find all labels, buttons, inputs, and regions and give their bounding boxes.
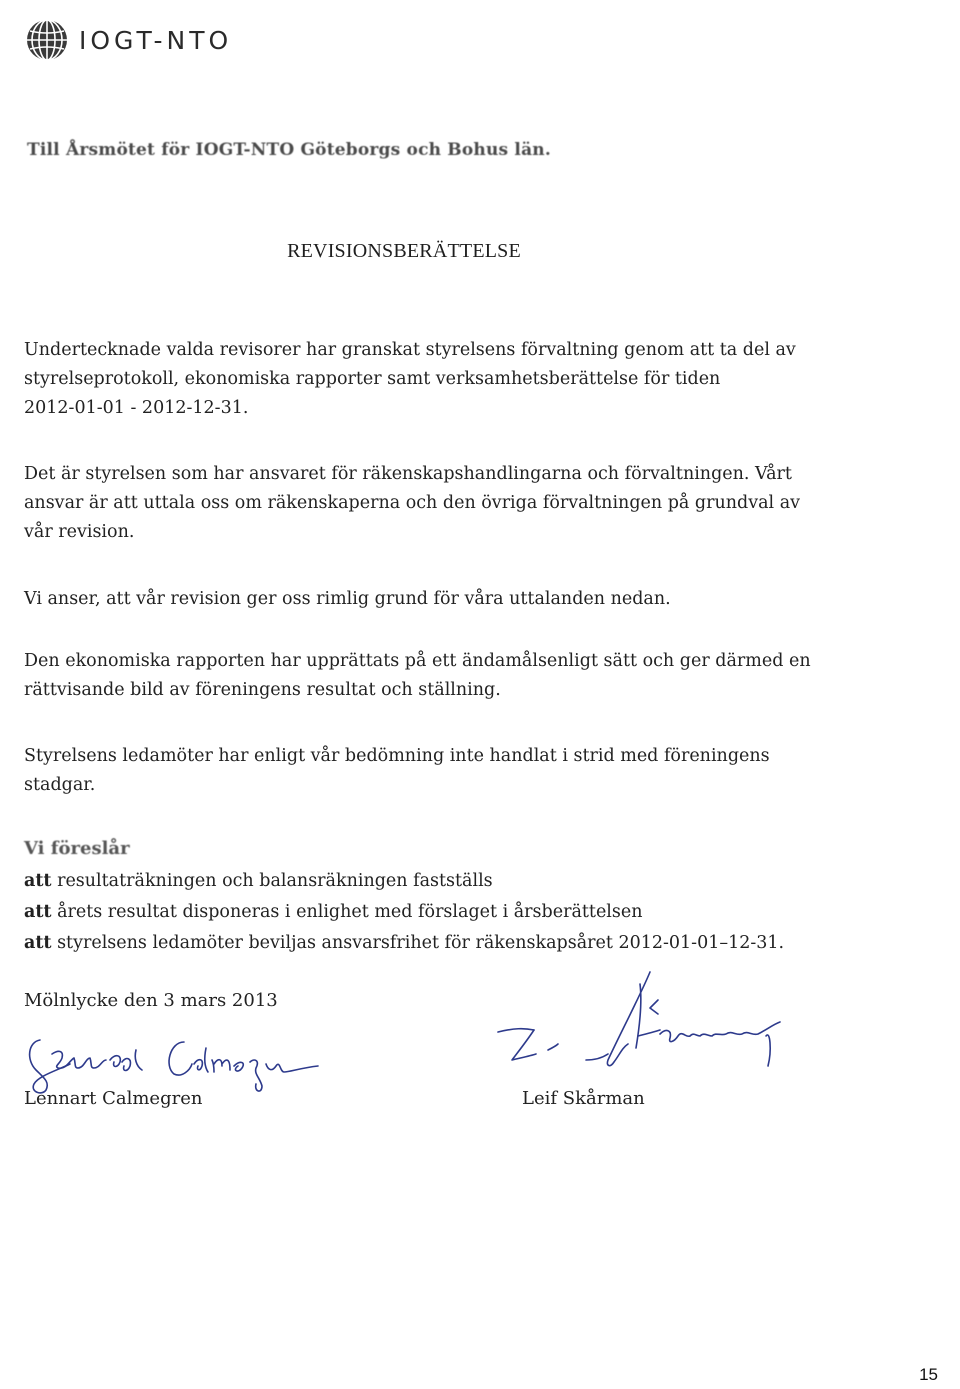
globe-icon — [25, 18, 69, 62]
header — [25, 18, 232, 62]
paragraph-line: 2012-01-01 - 2012-12-31. — [24, 398, 249, 418]
paragraph-line: Styrelsens ledamöter har enligt vår bedömning inte handlat i strid med föreningens — [24, 746, 770, 766]
proposal-heading: Vi föreslår — [24, 838, 130, 859]
logo-text: IOGT-NTO — [79, 25, 233, 55]
paragraph-line: Undertecknade valda revisorer har granskat styrelsens förvaltning genom att ta del av — [24, 340, 796, 360]
address-line: Till Årsmötet för IOGT-NTO Göteborgs och Bohus län. — [27, 140, 551, 160]
proposal-keyword: att — [24, 871, 52, 891]
document-title: REVISIONSBERÄTTELSE — [287, 240, 521, 262]
proposal-keyword: att — [24, 902, 52, 922]
place-date: Mölnlycke den 3 mars 2013 — [24, 990, 278, 1011]
paragraph-line: Vi anser, att vår revision ger oss rimlig grund för våra uttalanden nedan. — [24, 589, 671, 609]
paragraph-2 — [24, 460, 904, 547]
signer-name: Lennart Calmegren — [24, 1088, 203, 1109]
paragraph-3 — [24, 585, 904, 614]
signature-leif-skarman — [490, 970, 810, 1100]
page-number: 15 — [919, 1365, 938, 1384]
paragraph-1 — [24, 336, 904, 423]
proposal-text: årets resultat disponeras i enlighet med förslaget i årsberättelsen — [51, 902, 643, 922]
proposal-text: resultaträkningen och balansräkningen fastställs — [51, 871, 493, 891]
paragraph-line: ansvar är att uttala oss om räkenskaperna och den övriga förvaltningen på grundval av — [24, 493, 801, 513]
proposal-text: styrelsens ledamöter beviljas ansvarsfrihet för räkenskapsåret 2012-01-01–12-31. — [51, 933, 785, 953]
proposal-item — [24, 928, 784, 959]
paragraph-line: stadgar. — [24, 775, 96, 795]
proposal-item — [24, 866, 784, 897]
proposal-item — [24, 897, 784, 928]
paragraph-line: styrelseprotokoll, ekonomiska rapporter samt verksamhetsberättelse för tiden — [24, 369, 721, 389]
proposal-keyword: att — [24, 933, 52, 953]
paragraph-line: Det är styrelsen som har ansvaret för räkenskapshandlingarna och förvaltningen. Vårt — [24, 464, 792, 484]
paragraph-line: vår revision. — [24, 522, 135, 542]
proposal-list — [24, 866, 784, 959]
signer-name: Leif Skårman — [522, 1088, 645, 1109]
paragraph-line: Den ekonomiska rapporten har upprättats på ett ändamålsenligt sätt och ger därmed en — [24, 651, 811, 671]
paragraph-line: rättvisande bild av föreningens resultat och ställning. — [24, 680, 501, 700]
paragraph-4 — [24, 647, 904, 705]
paragraph-5 — [24, 742, 904, 800]
